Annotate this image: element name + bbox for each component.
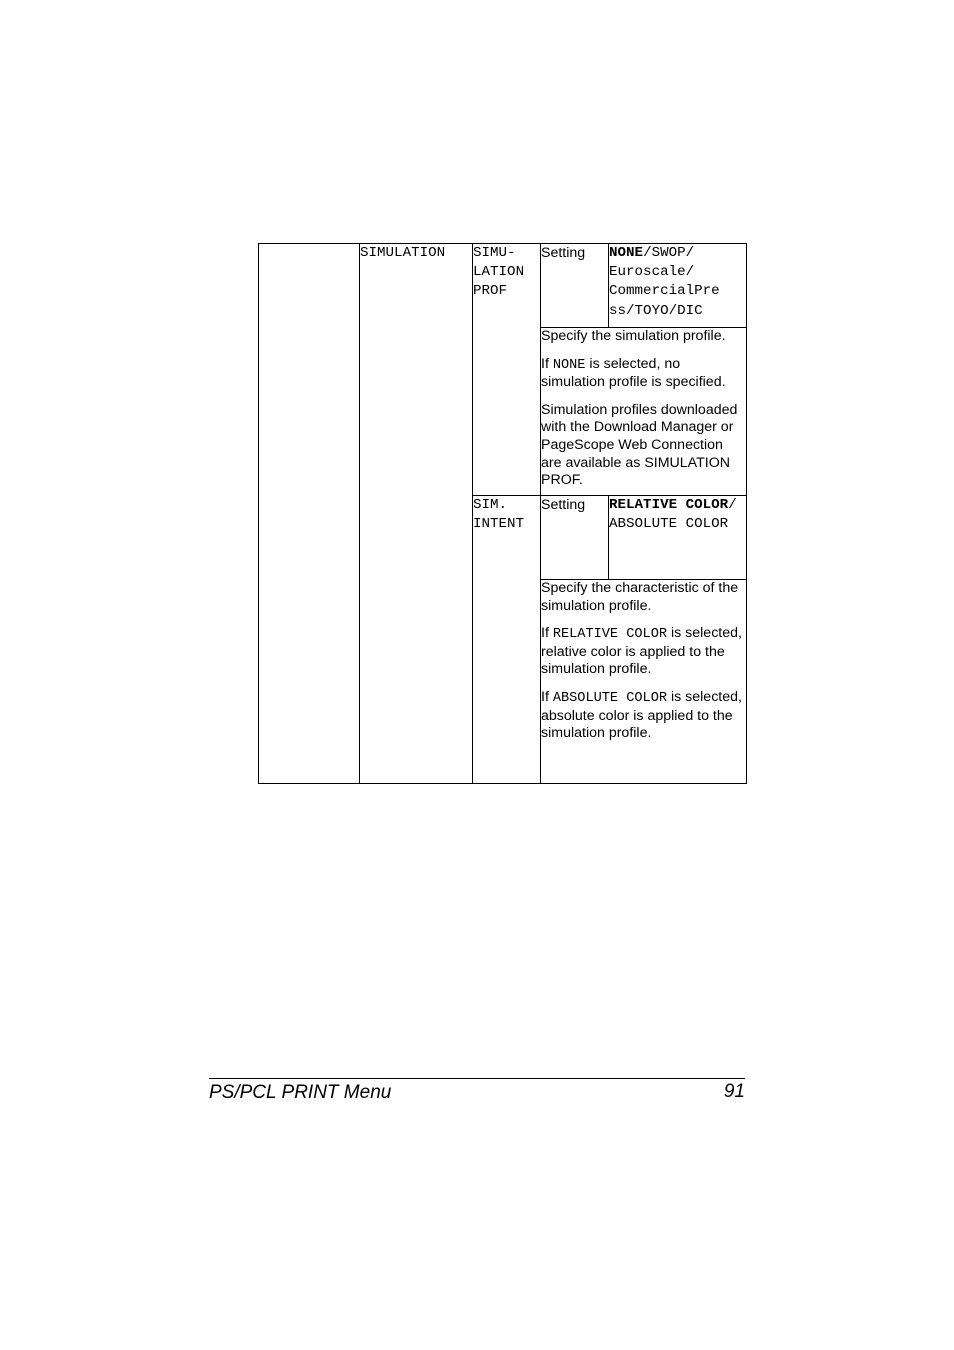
description-cell — [541, 328, 747, 496]
footer-divider — [209, 1078, 745, 1079]
description-paragraph: If RELATIVE COLOR is selected, relative color is applied to the simulation profile. — [541, 625, 742, 678]
code-term: RELATIVE COLOR — [552, 627, 668, 643]
setting-label: Setting — [541, 496, 609, 580]
description-cell — [541, 580, 747, 784]
other-options: / ABSOLUTE COLOR — [609, 497, 737, 533]
submenu-sim-intent: SIM. INTENT — [473, 496, 541, 784]
setting-label: Setting — [541, 244, 609, 328]
description-paragraph: Specify the characteristic of the simulation profile. — [541, 580, 739, 614]
description-paragraph: Simulation profiles downloaded with the Download Manager or PageScope Web Connection are available as SIMULATION PROF. — [541, 401, 738, 489]
description-paragraph: If ABSOLUTE COLOR is selected, absolute color is applied to the simulation profile. — [541, 688, 742, 742]
code-term: ABSOLUTE COLOR — [552, 690, 668, 706]
footer-title: PS/PCL PRINT Menu — [209, 1082, 392, 1103]
default-option: NONE — [609, 245, 644, 261]
settings-table — [258, 243, 747, 784]
other-options: /SWOP/ Euroscale/ CommercialPre ss/TOYO/DIC — [609, 245, 720, 319]
code-term: NONE — [552, 357, 586, 373]
empty-cell — [259, 244, 360, 784]
default-option: RELATIVE COLOR — [609, 497, 729, 513]
setting-options — [609, 244, 747, 328]
menu-item-simulation: SIMULATION — [360, 244, 473, 784]
submenu-simulation-prof: SIMU- LATION PROF — [473, 244, 541, 496]
page-number: 91 — [723, 1081, 745, 1102]
description-paragraph: Specify the simulation profile. — [541, 328, 726, 344]
description-paragraph: If NONE is selected, no simulation profile is specified. — [541, 355, 726, 391]
setting-options — [609, 496, 747, 580]
